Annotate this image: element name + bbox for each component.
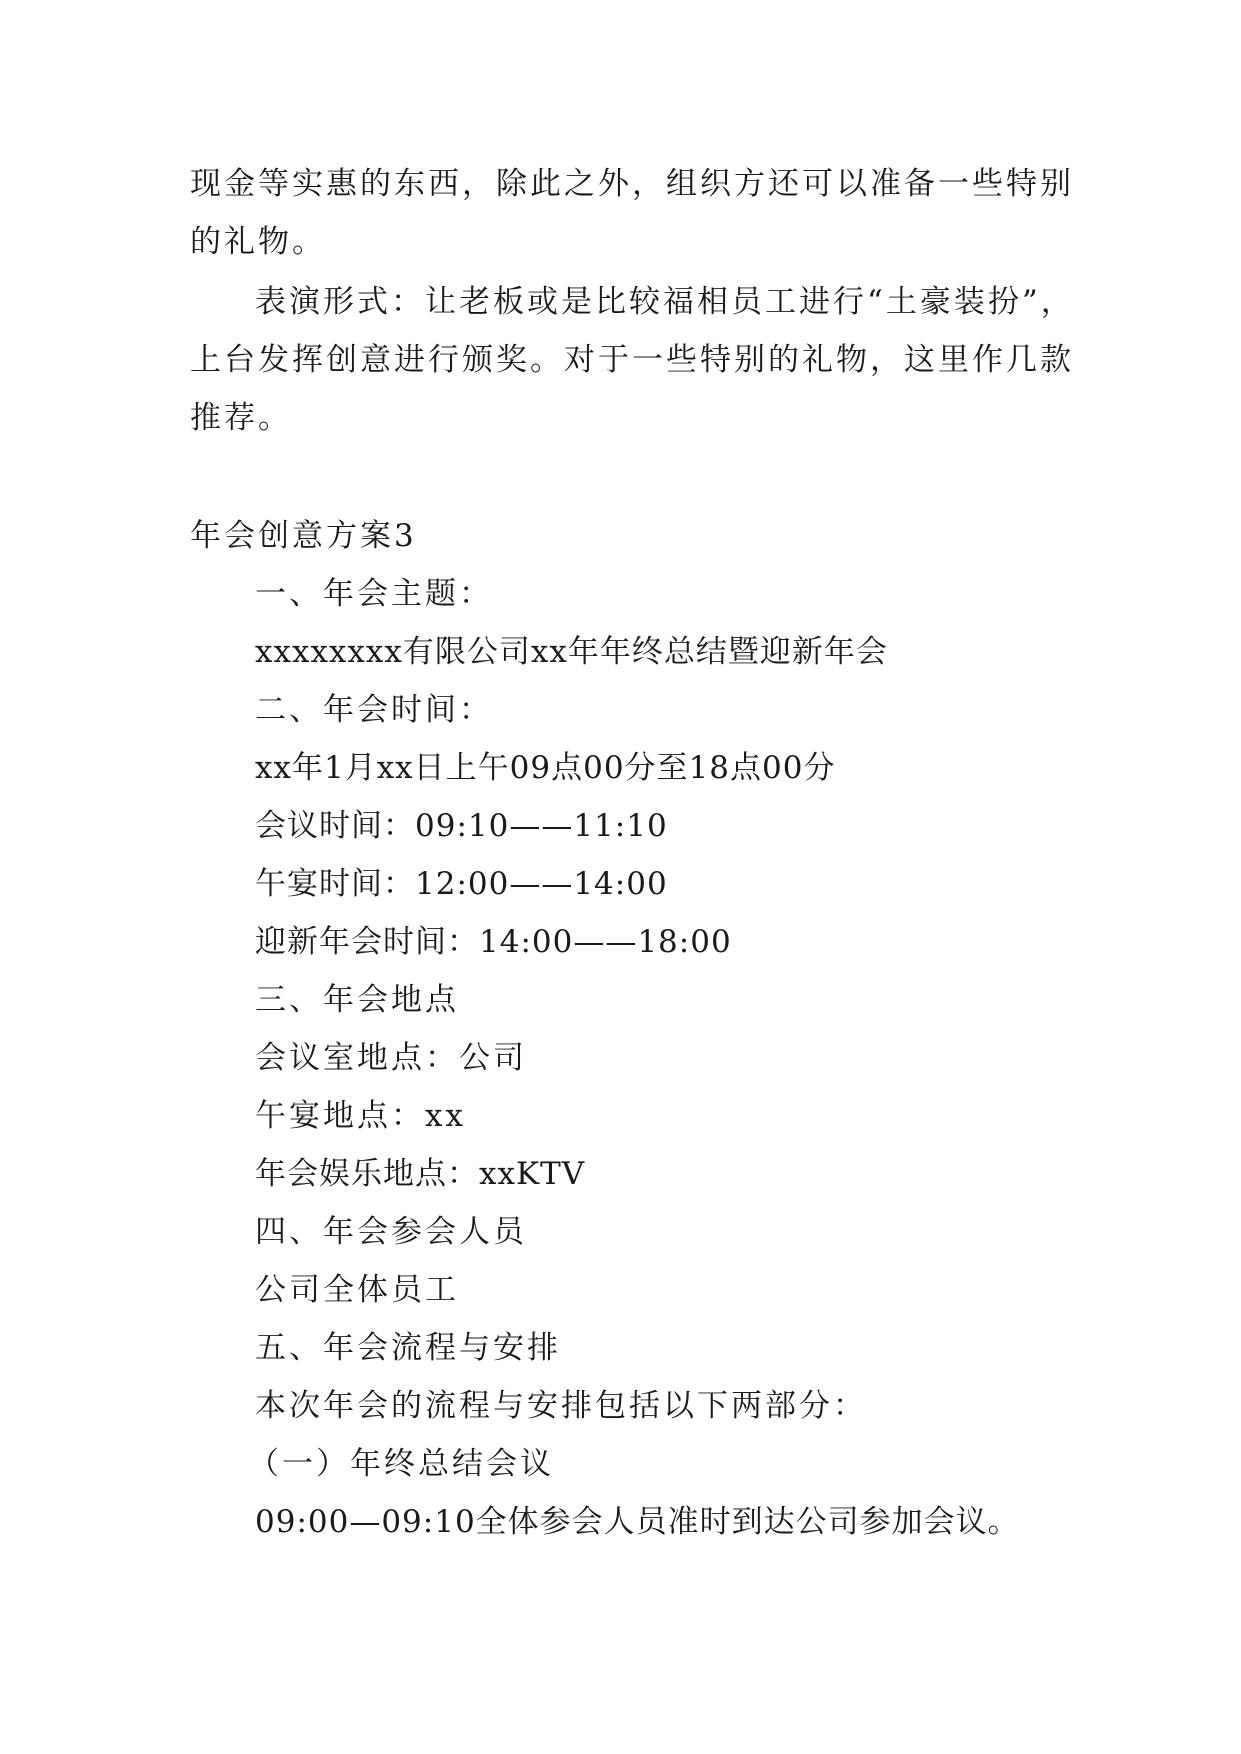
meeting-time: 会议时间：09:10——11:10 [255, 808, 668, 844]
paragraph-line: 现金等实惠的东西，除此之外，组织方还可以准备一些特别 [190, 166, 1074, 202]
heading-agenda: 五、年会流程与安排 [255, 1330, 561, 1366]
paragraph-line: 上台发挥创意进行颁奖。对于一些特别的礼物，这里作几款 [190, 342, 1074, 378]
attendees-text: 公司全体员工 [255, 1272, 459, 1308]
lunch-location: 午宴地点：xx [255, 1098, 466, 1134]
agenda-subheading: （一）年终总结会议 [248, 1446, 554, 1482]
paragraph-line: 推荐。 [190, 400, 292, 436]
heading-theme: 一、年会主题： [255, 576, 493, 612]
agenda-intro: 本次年会的流程与安排包括以下两部分： [255, 1388, 867, 1424]
paragraph-line: 表演形式：让老板或是比较福相员工进行“土豪装扮”， [255, 284, 1075, 320]
theme-text: xxxxxxxx有限公司xx年年终总结暨迎新年会 [255, 634, 888, 670]
heading-time: 二、年会时间： [255, 692, 493, 728]
lunch-time: 午宴时间：12:00——14:00 [255, 866, 668, 902]
party-location: 年会娱乐地点：xxKTV [255, 1156, 586, 1192]
meeting-location: 会议室地点：公司 [255, 1040, 527, 1076]
heading-location: 三、年会地点 [255, 982, 459, 1018]
heading-attendees: 四、年会参会人员 [255, 1214, 527, 1250]
paragraph-line: 的礼物。 [190, 224, 326, 260]
agenda-item: 09:00—09:10全体参会人员准时到达公司参加会议。 [255, 1504, 1020, 1540]
time-text: xx年1月xx日上午09点00分至18点00分 [255, 750, 836, 786]
section-title: 年会创意方案3 [190, 518, 417, 554]
party-time: 迎新年会时间：14:00——18:00 [255, 924, 732, 960]
